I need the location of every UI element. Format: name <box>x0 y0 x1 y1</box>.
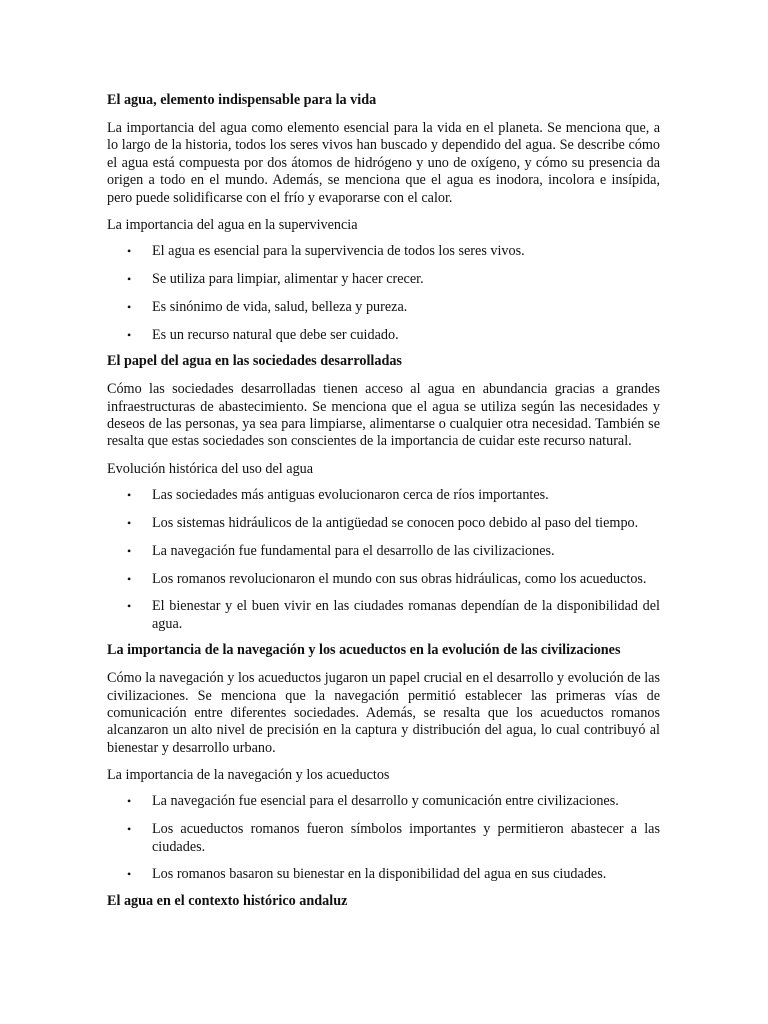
list-item-text: La navegación fue fundamental para el desarrollo de las civilizaciones. <box>152 542 555 559</box>
bullet-icon: • <box>127 487 132 502</box>
section-subtitle: La importancia de la navegación y los acueductos <box>107 767 390 784</box>
list-item <box>107 793 660 810</box>
section-heading: El papel del agua en las sociedades desarrolladas <box>107 353 402 370</box>
list-item <box>107 821 660 856</box>
bullet-icon: • <box>127 822 132 837</box>
list-item-text: Los sistemas hidráulicos de la antigüedad se conocen poco debido al paso del tiempo. <box>152 514 639 531</box>
list-item <box>107 866 660 883</box>
list-item-text: Las sociedades más antiguas evolucionaron cerca de ríos importantes. <box>152 486 549 503</box>
section-paragraph: Cómo la navegación y los acueductos jugaron un papel crucial en el desarrollo y evolución de las civilizaciones. Se menciona que la navegación permitió establecer las primeras vías de comunicación entre diferentes sociedades. Además, se resalta que los acueductos romanos alcanzaron un alto nivel de precisión en la captura y distribución del agua, lo cual contribuyó al bienestar y desarrollo urbano. <box>107 670 660 756</box>
list-item <box>107 299 660 316</box>
section-subtitle: La importancia del agua en la supervivencia <box>107 217 358 234</box>
list-item <box>107 271 660 288</box>
list-item <box>107 515 660 532</box>
list-item <box>107 598 660 633</box>
bullet-icon: • <box>127 794 132 809</box>
list-item <box>107 543 660 560</box>
bullet-icon: • <box>127 244 132 259</box>
list-item-text: Los acueductos romanos fueron símbolos importantes y permitieron abastecer a las ciudades. <box>152 821 660 855</box>
bullet-icon: • <box>127 327 132 342</box>
bullet-icon: • <box>127 271 132 286</box>
section-heading: El agua en el contexto histórico andaluz <box>107 892 348 909</box>
list-item-text: El agua es esencial para la supervivencia de todos los seres vivos. <box>152 243 525 260</box>
bullet-icon: • <box>127 515 132 530</box>
list-item <box>107 487 660 504</box>
section-heading: El agua, elemento indispensable para la vida <box>107 92 377 108</box>
list-item-text: Los romanos revolucionaron el mundo con sus obras hidráulicas, como los acueductos. <box>152 570 647 587</box>
bullet-icon: • <box>127 599 132 614</box>
list-item <box>107 571 660 588</box>
list-item-text: Es un recurso natural que debe ser cuidado. <box>152 326 399 343</box>
list-item-text: Se utiliza para limpiar, alimentar y hacer crecer. <box>152 270 424 287</box>
list-item-text: La navegación fue esencial para el desarrollo y comunicación entre civilizaciones. <box>152 793 619 810</box>
list-item <box>107 327 660 344</box>
bullet-list <box>107 243 660 344</box>
section-paragraph: La importancia del agua como elemento esencial para la vida en el planeta. Se menciona que, a lo largo de la historia, todos los seres vivos han buscado y dependido del agua. Se describe cómo el agua está compuesta por dos átomos de hidrógeno y uno de oxígeno, y cómo su presencia da origen a todo en el mundo. Además, se menciona que el agua es inodora, incolora e insípida, pero puede solidificarse con el frío y evaporarse con el calor. <box>107 120 660 206</box>
document-page <box>107 88 660 910</box>
section-paragraph: Cómo las sociedades desarrolladas tienen acceso al agua en abundancia gracias a grandes infraestructuras de abastecimiento. Se menciona que el agua se utiliza según las necesidades y deseos de las personas, ya sea para limpiarse, alimentarse o cualquier otra necesidad. También se resalta que estas sociedades son conscientes de la importancia de cuidar este recurso natural. <box>107 381 660 450</box>
bullet-list <box>107 793 660 884</box>
bullet-icon: • <box>127 299 132 314</box>
list-item-text: Los romanos basaron su bienestar en la disponibilidad del agua en sus ciudades. <box>152 866 607 883</box>
list-item <box>107 243 660 260</box>
list-item-text: El bienestar y el buen vivir en las ciudades romanas dependían de la disponibilidad del agua. <box>152 598 660 632</box>
bullet-icon: • <box>127 571 132 586</box>
bullet-list <box>107 487 660 633</box>
list-item-text: Es sinónimo de vida, salud, belleza y pureza. <box>152 298 408 315</box>
section-heading: La importancia de la navegación y los acueductos en la evolución de las civilizaciones <box>107 642 621 659</box>
bullet-icon: • <box>127 867 132 882</box>
section-subtitle: Evolución histórica del uso del agua <box>107 460 314 477</box>
bullet-icon: • <box>127 543 132 558</box>
